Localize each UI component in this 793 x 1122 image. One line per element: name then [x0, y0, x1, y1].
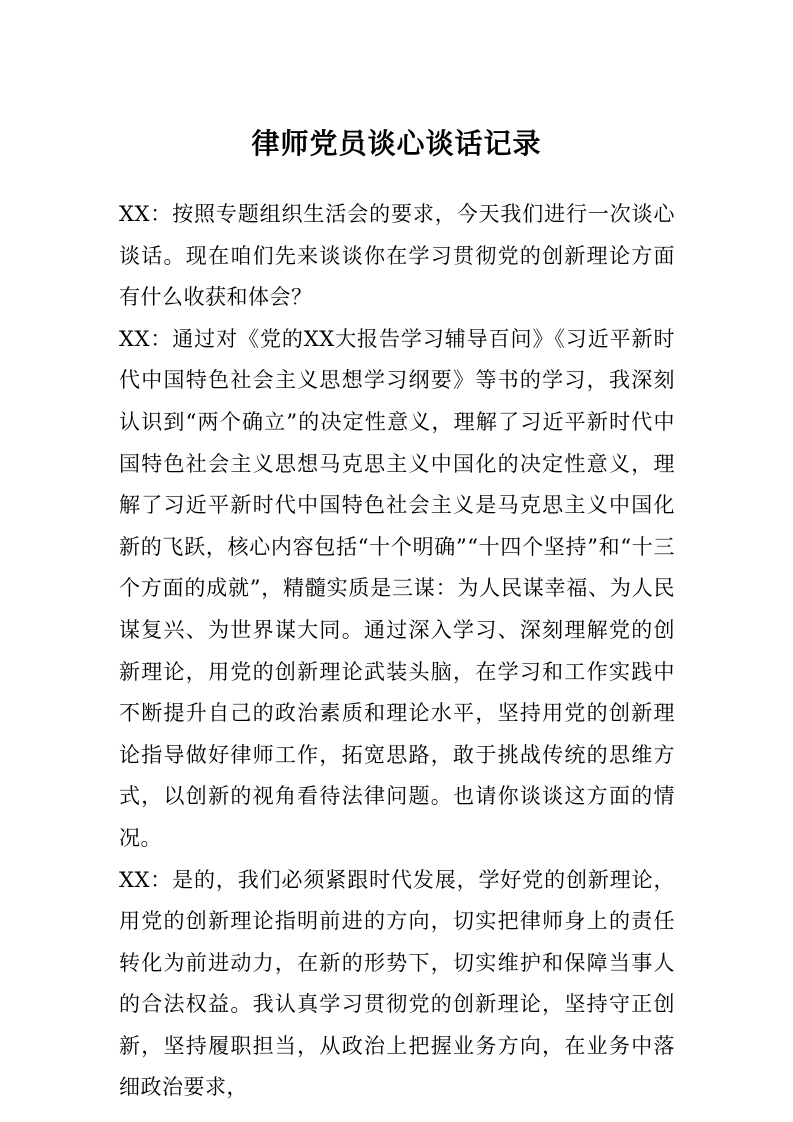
- paragraph-1: XX：按照专题组织生活会的要求，今天我们进行一次谈心谈话。现在咱们先来谈谈你在学习贯彻党的创新理论方面有什么收获和体会？: [119, 202, 675, 310]
- paragraph-3: XX：是的，我们必须紧跟时代发展，学好党的创新理论，用党的创新理论指明前进的方向，切实把律师身上的责任转化为前进动力，在新的形势下，切实维护和保障当事人的合法权益。我认真学习贯彻党的创新理论，坚持守正创新，坚持履职担当，从政治上把握业务方向，在业务中落细政治要求，: [119, 867, 675, 1100]
- paragraph-2: XX：通过对《党的XX大报告学习辅导百问》《习近平新时代中国特色社会主义思想学习纲要》等书的学习，我深刻认识到“两个确立”的决定性意义，理解了习近平新时代中国特色社会主义思想马克思主义中国化的决定性意义，理解了习近平新时代中国特色社会主义是马克思主义中国化新的飞跃，核心内容包括“十个明确”“十四个坚持”和“十三个方面的成就”，精髓实质是三谋：为人民谋幸福、为人民谋复兴、为世界谋大同。通过深入学习、深刻理解党的创新理论，用党的创新理论武装头脑，在学习和工作实践中不断提升自己的政治素质和理论水平，坚持用党的创新理论指导做好律师工作，拓宽思路，敢于挑战传统的思维方式，以创新的视角看待法律问题。也请你谈谈这方面的情况。: [119, 326, 675, 850]
- document-body: [119, 194, 675, 1109]
- document-title: 律师党员谈心谈话记录: [251, 127, 542, 160]
